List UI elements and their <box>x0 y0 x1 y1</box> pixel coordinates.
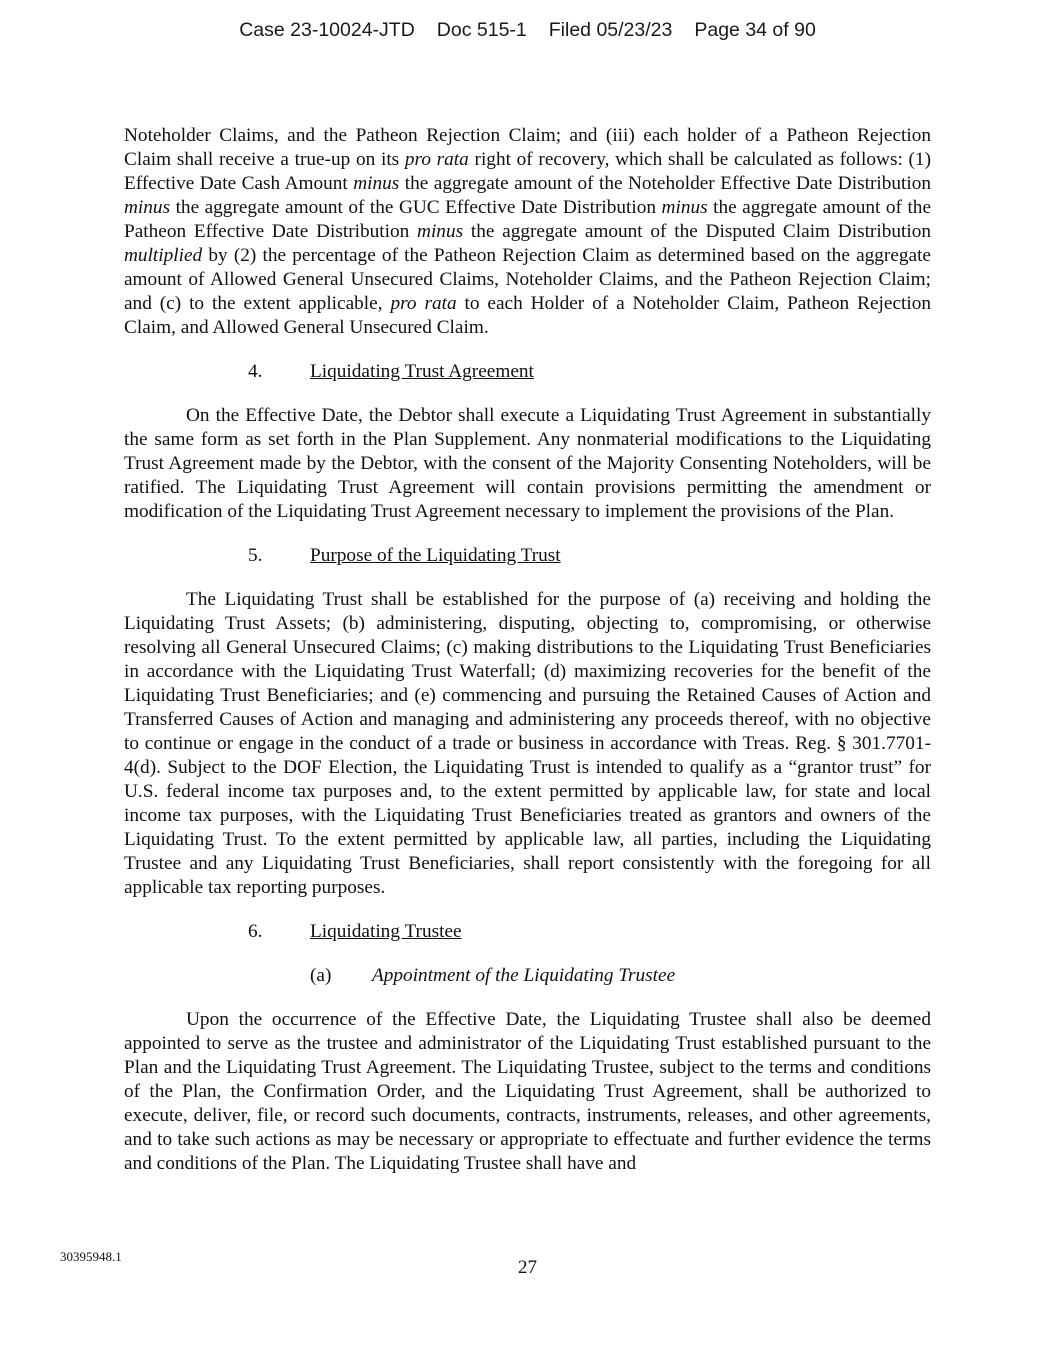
text-run: to each Holder of a Noteholder Claim, Patheon Rejection Claim, and Allowed General Unsecured Claim. <box>124 293 932 338</box>
paragraph-trust-purpose: The Liquidating Trust shall be established for the purpose of (a) receiving and holding the Liquidating Trust Assets; (b) administering, disputing, objecting to, compromising, or otherwise resolving all General Unsecured Claims; (c) making distributions to the Liquidating Trust Beneficiaries in accordance with the Liquidating Trust Waterfall; (d) maximizing recoveries for the benefit of the Liquidating Trust Beneficiaries; and (e) commencing and pursuing the Retained Causes of Action and Transferred Causes of Action and managing and administering any proceeds thereof, with no objective to continue or engage in the conduct of a trade or business in accordance with Treas. Reg. § 301.7701-4(d). Subject to the DOF Election, the Liquidating Trust is intended to qualify as a “grantor trust” for U.S. federal income tax purposes and, to the extent permitted by applicable law, for state and local income tax purposes, with the Liquidating Trust Beneficiaries treated as grantors and owners of the Liquidating Trust. To the extent permitted by applicable law, all parties, including the Liquidating Trustee and any Liquidating Trust Beneficiaries, shall report consistently with the foregoing for all applicable tax reporting purposes. <box>124 589 931 898</box>
subsection-title: Appointment of the Liquidating Trustee <box>372 965 676 986</box>
doc-number: Doc 515-1 <box>436 19 527 41</box>
text-run: right of recovery, which shall be calculated as follows: (1) Effective Date Cash Amount <box>124 149 931 194</box>
section-title: Liquidating Trustee <box>310 921 462 942</box>
document-body <box>124 124 931 1176</box>
italic-term: pro rata <box>390 293 457 314</box>
section-number: 6. <box>248 921 263 942</box>
subsection-heading-6a <box>124 964 931 988</box>
page-count: Page 34 of 90 <box>694 19 816 41</box>
paragraph-trust-agreement: On the Effective Date, the Debtor shall execute a Liquidating Trust Agreement in substantially the same form as set forth in the Plan Supplement. Any nonmaterial modifications to the Liquidating Trust Agreement made by the Debtor, with the consent of the Majority Consenting Noteholders, will be ratified. The Liquidating Trust Agreement will contain provisions permitting the amendment or modification of the Liquidating Trust Agreement necessary to implement the provisions of the Plan. <box>124 405 931 522</box>
section-number: 4. <box>248 361 263 382</box>
text-run: the aggregate amount of the Patheon Effective Date Distribution <box>124 197 931 242</box>
section-heading-4 <box>124 360 931 384</box>
subsection-number: (a) <box>310 965 332 986</box>
text-run: by (2) the percentage of the Patheon Rejection Claim as determined based on the aggregate amount of Allowed General Unsecured Claims, Noteholder Claims, and the Patheon Rejection Claim; and (c) to the extent applicable, <box>124 245 931 314</box>
section-title: Liquidating Trust Agreement <box>310 361 534 382</box>
document-id: 30395948.1 <box>60 1249 122 1264</box>
section-title: Purpose of the Liquidating Trust <box>310 545 561 566</box>
case-number: Case 23-10024-JTD <box>239 19 415 41</box>
paragraph-continuation <box>124 124 931 340</box>
court-filing-header <box>0 19 1055 42</box>
italic-term: minus <box>417 221 464 242</box>
filed-date: Filed 05/23/23 <box>548 19 673 41</box>
italic-term: minus <box>661 197 708 218</box>
italic-term: minus <box>124 197 171 218</box>
text-run: the aggregate amount of the Disputed Claim Distribution <box>463 221 931 242</box>
text-run: the aggregate amount of the GUC Effective Date Distribution <box>170 197 662 218</box>
section-number: 5. <box>248 545 263 566</box>
text-run: the aggregate amount of the Noteholder Effective Date Distribution <box>399 173 931 194</box>
italic-term: minus <box>353 173 400 194</box>
section-heading-6 <box>124 920 931 944</box>
section-heading-5 <box>124 544 931 568</box>
italic-term: multiplied <box>124 245 203 266</box>
text-run: Noteholder Claims, and the Patheon Rejection Claim; and (iii) each holder of a Patheon Rejection Claim shall receive a true-up on its <box>124 125 931 170</box>
page-number: 27 <box>518 1257 537 1278</box>
italic-term: pro rata <box>404 149 469 170</box>
paragraph-trustee-appointment: Upon the occurrence of the Effective Date, the Liquidating Trustee shall also be deemed appointed to serve as the trustee and administrator of the Liquidating Trust established pursuant to the Plan and the Liquidating Trust Agreement. The Liquidating Trustee, subject to the terms and conditions of the Plan, the Confirmation Order, and the Liquidating Trust Agreement, shall be authorized to execute, deliver, file, or record such documents, contracts, instruments, releases, and other agreements, and to take such actions as may be necessary or appropriate to effectuate and further evidence the terms and conditions of the Plan. The Liquidating Trustee shall have and <box>124 1009 931 1174</box>
